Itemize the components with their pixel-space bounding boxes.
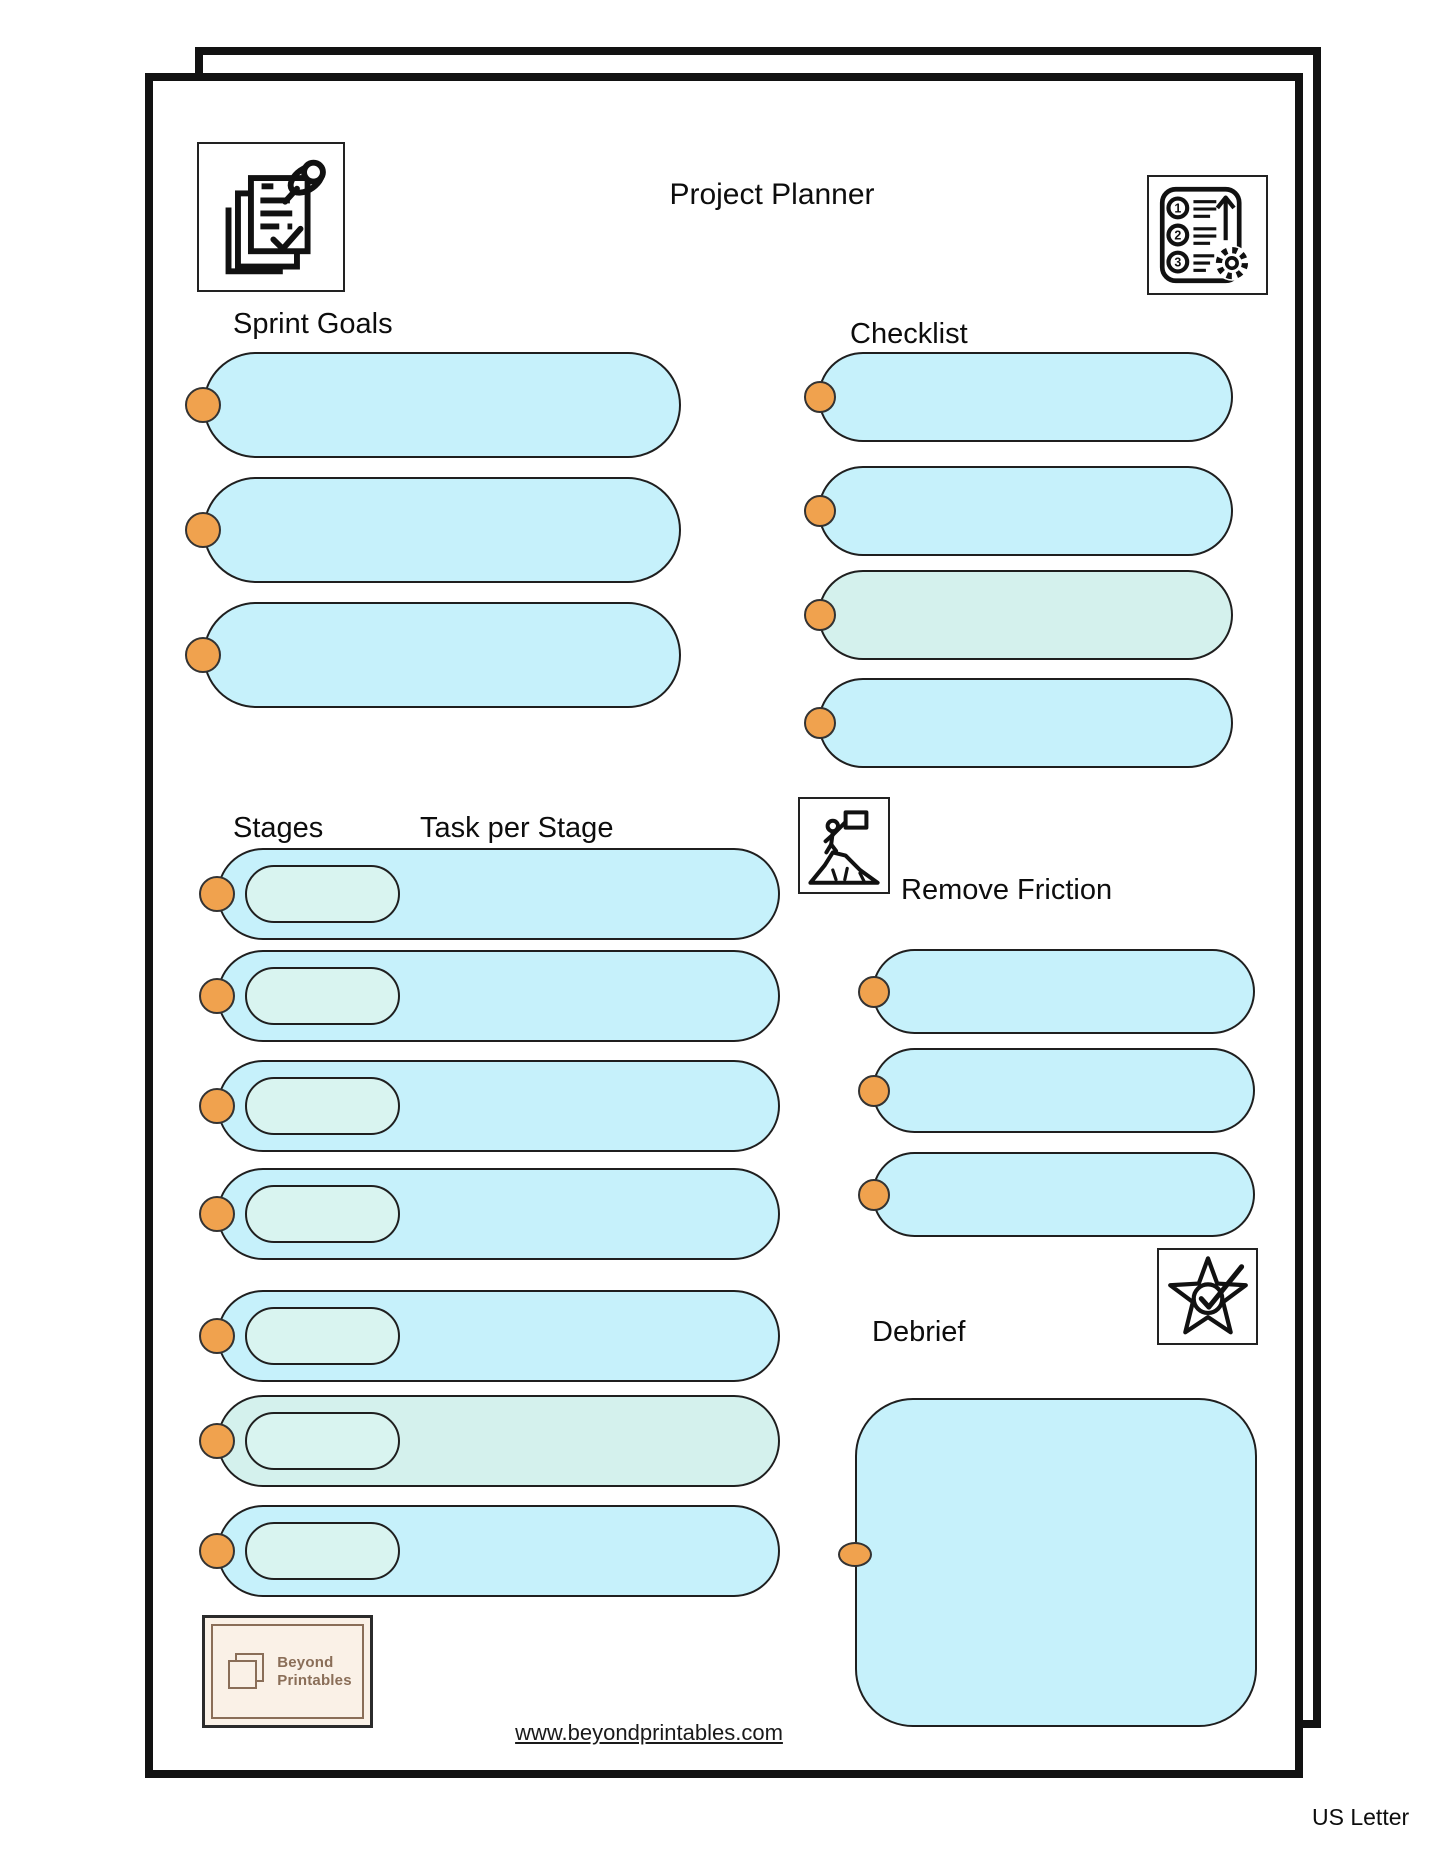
brand-name-line2: Printables [277, 1671, 352, 1689]
debrief-heading: Debrief [872, 1316, 966, 1348]
page-title: Project Planner [669, 178, 875, 211]
checklist-field [818, 678, 1233, 768]
brand-logo-frame [211, 1624, 364, 1719]
stage-name-field [245, 1412, 400, 1470]
svg-text:2: 2 [1173, 228, 1181, 243]
mountain-climber-flag-icon [798, 797, 890, 894]
brand-name [277, 1654, 352, 1690]
orange-marker-dot [185, 387, 221, 423]
stage-name-field [245, 1307, 400, 1365]
orange-marker-dot [804, 495, 836, 527]
sprint-goal-field [203, 477, 681, 583]
debrief-field [855, 1398, 1257, 1727]
footer-website-link[interactable]: www.beyondprintables.com [515, 1720, 783, 1745]
stage-name-field [245, 1077, 400, 1135]
checklist-field [818, 570, 1233, 660]
orange-marker-dot [804, 381, 836, 413]
remove-friction-field [872, 1152, 1255, 1237]
orange-marker-dot [804, 707, 836, 739]
brand-name-line1: Beyond [277, 1653, 334, 1671]
orange-marker-dot [858, 1179, 890, 1211]
paper-size-label: US Letter [1312, 1804, 1410, 1830]
sprint-goals-heading: Sprint Goals [233, 308, 393, 340]
orange-marker-dot [804, 599, 836, 631]
task-per-stage-heading: Task per Stage [420, 812, 614, 844]
sprint-goal-field [203, 602, 681, 708]
stacked-pages-icon [223, 1650, 269, 1694]
checklist-field [818, 352, 1233, 442]
stage-task-field [217, 1168, 780, 1260]
checklist-field [818, 466, 1233, 556]
orange-marker-dot [185, 512, 221, 548]
orange-marker-dot [838, 1542, 872, 1567]
brand-logo [202, 1615, 373, 1728]
sprint-goal-field [203, 352, 681, 458]
orange-marker-dot [858, 1075, 890, 1107]
checklist-heading: Checklist [850, 318, 968, 350]
pinned-notes-icon [197, 142, 345, 292]
orange-marker-dot [199, 876, 235, 912]
orange-marker-dot [199, 1533, 235, 1569]
stage-task-field [217, 950, 780, 1042]
stage-name-field [245, 1522, 400, 1580]
orange-marker-dot [185, 637, 221, 673]
stage-task-field [217, 848, 780, 940]
stage-task-field [217, 1060, 780, 1152]
svg-text:1: 1 [1173, 201, 1181, 216]
stages-heading: Stages [233, 812, 324, 844]
orange-marker-dot [199, 1318, 235, 1354]
stage-name-field [245, 1185, 400, 1243]
orange-marker-dot [199, 978, 235, 1014]
stage-name-field [245, 967, 400, 1025]
orange-marker-dot [858, 976, 890, 1008]
remove-friction-heading: Remove Friction [901, 874, 1113, 906]
numbered-list-gear-icon [1147, 175, 1268, 295]
svg-text:3: 3 [1173, 255, 1181, 270]
stage-task-field [217, 1505, 780, 1597]
orange-marker-dot [199, 1423, 235, 1459]
orange-marker-dot [199, 1196, 235, 1232]
stage-task-field [217, 1290, 780, 1382]
remove-friction-field [872, 1048, 1255, 1133]
stage-task-field [217, 1395, 780, 1487]
remove-friction-field [872, 949, 1255, 1034]
orange-marker-dot [199, 1088, 235, 1124]
stage-name-field [245, 865, 400, 923]
star-check-icon [1157, 1248, 1258, 1345]
